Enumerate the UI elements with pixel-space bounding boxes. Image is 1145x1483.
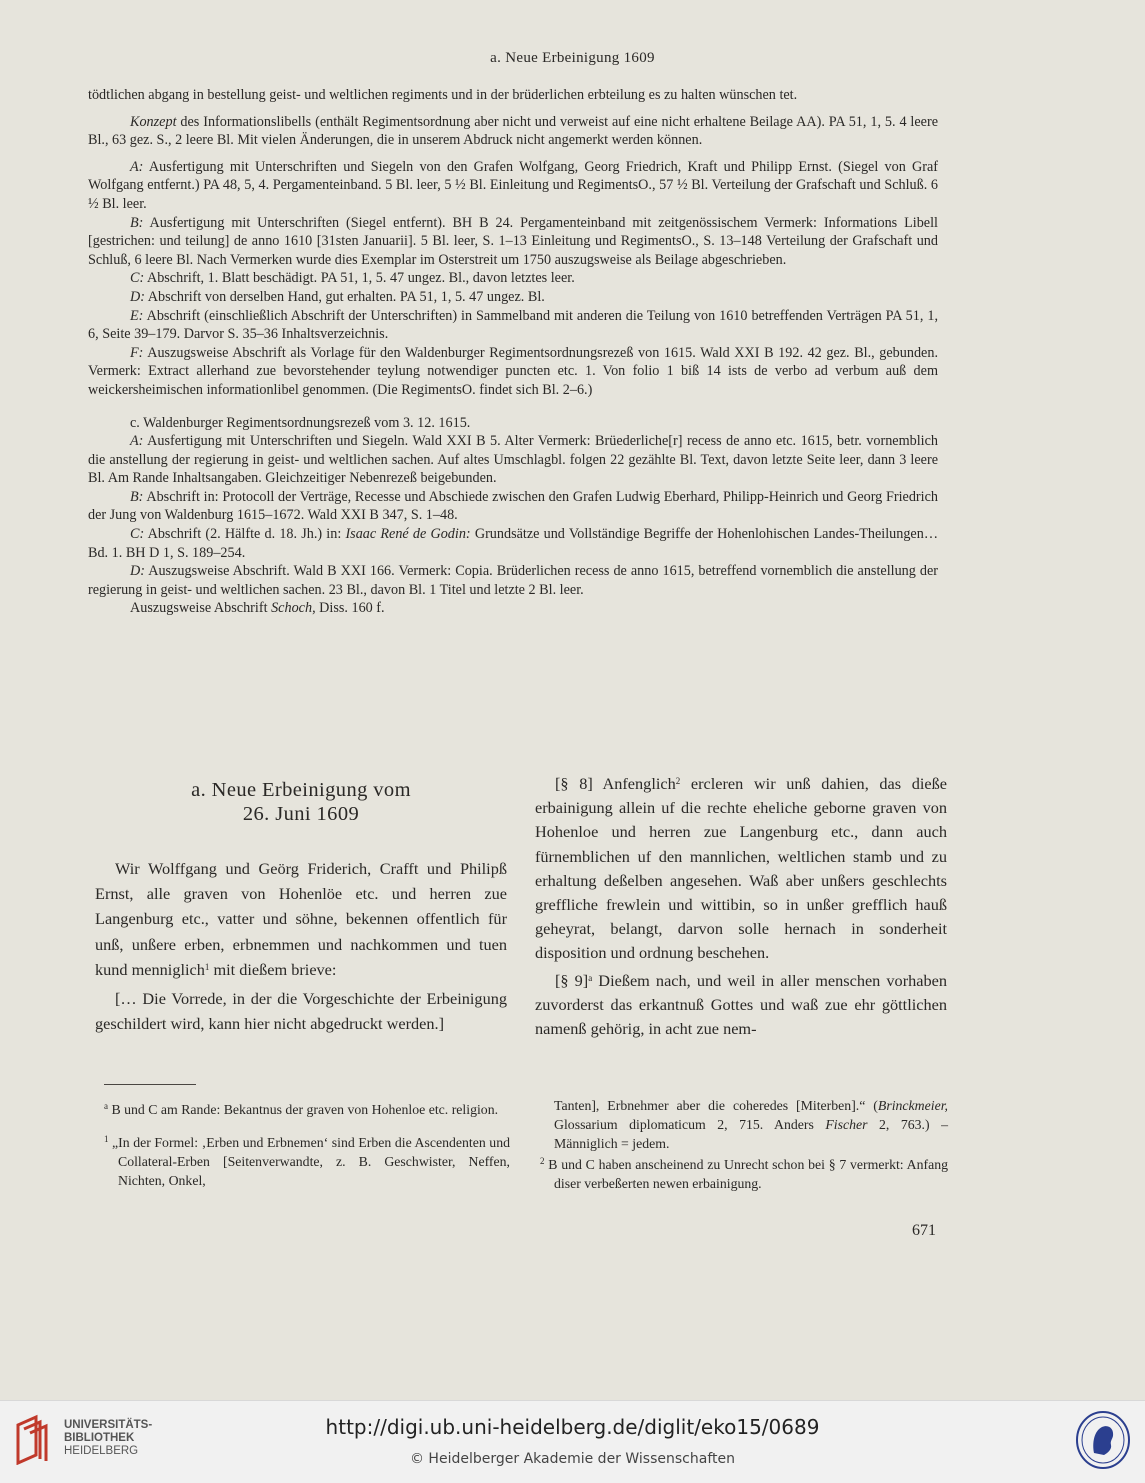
running-head: a. Neue Erbeinigung 1609 — [490, 50, 655, 66]
footnote-text: „In der Formel: ‚Erben und Erbnemen‘ sind Erben die Ascendenten und Collateral-Erben [Seitenverwandte, z. B. Geschwister, Neffen, Nichten, Onkel, — [108, 1135, 510, 1188]
footnote — [104, 1133, 510, 1190]
section-mark: [§ 8] Anfenglich — [555, 774, 676, 793]
footnotes-left — [104, 1100, 510, 1190]
footnote-continuation — [540, 1096, 948, 1153]
footnote-text: B und C haben anscheinend zu Unrecht schon bei § 7 vermerkt: Anfang diser verbeßerten newen erbainigung. — [544, 1157, 948, 1191]
source-label: C: — [130, 526, 145, 543]
apparatus-paragraph — [88, 214, 938, 270]
footnote-mark: 1 — [104, 1134, 109, 1144]
apparatus-paragraph — [88, 158, 938, 214]
footnote-text: Tanten], Erbnehmer aber die coheredes [Miterben].“ ( — [554, 1098, 878, 1113]
body-paragraph: [… Die Vorrede, in der die Vorgeschichte der Erbeinigung geschildert wird, kann hier nicht abgedruckt werden.] — [95, 989, 507, 1034]
source-label: Konzept — [130, 113, 177, 130]
permalink-url[interactable]: http://digi.ub.uni-heidelberg.de/diglit/eko15/0689 — [325, 1415, 820, 1439]
library-name-line: UNIVERSITÄTS- — [64, 1419, 153, 1431]
author-name: Schoch — [271, 600, 313, 617]
source-text: Abschrift, 1. Blatt beschädigt. PA 51, 1, 5. 47 ungez. Bl., davon letztes leer. — [144, 270, 575, 287]
body-text: ercleren wir unß dahien, das dieße erbainigung allein uf die rechte eheliche geborne graven von Hohenloe und herren zue Langenburg etc., dann auch fürnemblichen uf den mannlichen, weltlichen stamb und zu erhaltung deßelben angesehen. Waß aber unßers geschlechts greffliche frewlein und wittibin, so in unßer grefflich hauß geheyrat, belangt, darvon solle hernach in sonderheit disposition und ordnung beschehen. — [535, 774, 947, 963]
footnotes-right — [540, 1096, 948, 1193]
apparatus-paragraph: tödtlichen abgang in bestellung geist- und weltlichen regiments und in der brüderlichen erbteilung es zu halten wünschen tet. — [88, 87, 798, 103]
title-line: a. Neue Erbeinigung vom — [191, 779, 411, 801]
body-text: Dießem nach, und weil in aller menschen vorhaben zuvorderst das erkantnuß Gottes und waß zue ehr göttlichen namenß gehörig, in acht zue nem- — [535, 970, 947, 1039]
body-paragraph — [95, 856, 507, 982]
apparatus-paragraph — [88, 344, 938, 400]
apparatus-section — [88, 86, 938, 618]
footnote-text: 2, 763.) – Männiglich = jedem. — [554, 1117, 948, 1151]
body-paragraph — [535, 772, 947, 966]
apparatus-paragraph — [88, 599, 938, 618]
source-text: Abschrift von derselben Hand, gut erhalten. PA 51, 1, 5. 47 ungez. Bl. — [144, 288, 545, 305]
footnote-mark: a — [104, 1101, 108, 1111]
body-text: Wir Wolffgang und Geörg Friderich, Crafft und Philipß Ernst, alle graven von Hohenlöe etc. und herren zue Langenburg etc., vatter und söhne, bekennen offentlich für unß, unßere erben, erbnemmen und nachkommen und tuen kund menniglich — [95, 859, 507, 979]
left-column — [95, 778, 507, 1036]
document-title — [95, 778, 507, 826]
body-text: mit dießem brieve: — [209, 959, 337, 979]
copyright-notice: © Heidelberger Akademie der Wissenschaften — [409, 1451, 735, 1467]
source-text: Abschrift in: Protocoll der Verträge, Recesse und Abschiede zwischen den Grafen Ludwig Eberhard, Philipp-Heinrich und Georg Friedrich der Jung von Waldenburg 1615–1672. Wald XXI B 347, S. 1–48. — [88, 488, 938, 524]
author-name: Brinckmeier, — [877, 1098, 948, 1113]
apparatus-paragraph — [88, 269, 938, 288]
source-label: F: — [130, 344, 144, 361]
apparatus-paragraph — [88, 307, 938, 344]
footnote-text: Glossarium diplomaticum 2, 715. Anders — [554, 1117, 826, 1132]
source-text: Abschrift (2. Hälfte d. 18. Jh.) in: — [144, 526, 346, 543]
section-heading: c. Waldenburger Regimentsordnungsrezeß vom 3. 12. 1615. — [130, 414, 471, 431]
title-line: 26. Juni 1609 — [242, 803, 360, 825]
page-number: 671 — [912, 1222, 936, 1239]
apparatus-paragraph — [88, 525, 938, 562]
source-text: Abschrift (einschließlich Abschrift der Unterschriften) in Sammelband mit anderen die Teilung von 1610 betreffenden Verträgen PA 51, 1, 6, Seite 39–179. Darvor S. 35–36 Inhaltsverzeichnis. — [88, 307, 938, 343]
apparatus-paragraph — [88, 113, 938, 150]
source-label: E: — [130, 307, 144, 324]
source-label: A: — [130, 158, 144, 175]
apparatus-paragraph — [88, 432, 938, 488]
library-name-line: HEIDELBERG — [64, 1445, 139, 1457]
footnote-ref[interactable]: 2 — [675, 776, 681, 786]
apparatus-paragraph — [88, 562, 938, 599]
library-name-line: BIBLIOTHEK — [64, 1432, 135, 1444]
source-text: Grundsätze und Vollständige Begriffe der Hohenlohischen Landes-Theilungen… Bd. 1. BH D 1, S. 189–254. — [88, 526, 939, 561]
source-label: D: — [130, 563, 145, 580]
viewer-footer — [0, 1400, 1145, 1483]
author-name: Isaac René de Godin: — [345, 526, 471, 543]
source-text: Ausfertigung mit Unterschriften und Siegeln von den Grafen Wolfgang, Georg Friedrich, Kraft und Philipp Ernst. (Siegel von Graf Wolfgang entfernt.) PA 48, 5, 4. Pergamenteinband. 5 Bl. leer, 5 ½ Bl. Einleitung und RegimentsO., 57 ½ Bl. Verteilung der Grafschaft und Schluß. 6 ½ Bl. leer. — [88, 158, 938, 212]
source-label: A: — [130, 433, 144, 450]
right-column — [535, 772, 947, 1041]
source-text: Auszugsweise Abschrift. Wald B XXI 166. Vermerk: Copia. Brüderlichen recess de anno 1615, betreffend vornemblich die anstellung der regierung in geist- und weltlichen sachen. 23 Bl., davon Bl. 1 Titel und letzte 2 Bl. leer. — [88, 563, 938, 598]
footnote-rule — [104, 1084, 196, 1085]
source-label: D: — [130, 288, 145, 305]
body-paragraph — [535, 969, 947, 1042]
footnote-text: B und C am Rande: Bekantnus der graven von Hohenloe etc. religion. — [108, 1102, 499, 1117]
source-label: C: — [130, 270, 145, 287]
source-text: Auszugsweise Abschrift — [130, 600, 272, 617]
source-label: B: — [130, 214, 144, 231]
apparatus-paragraph — [88, 288, 938, 307]
footnote — [104, 1100, 510, 1119]
academy-seal-icon[interactable] — [1074, 1409, 1132, 1471]
source-text: Ausfertigung mit Unterschriften (Siegel entfernt). BH B 24. Pergamenteinband mit zeitgenössischem Vermerk: Informations Libell [gestrichen: und teilung] de anno 1610 [31sten Januarii]. 5 Bl. leer, S. 1–13 Einleitung und RegimentsO., S. 13–148 Verteilung der Grafschaft und Schluß, 6 leere Bl. Nach Vermerken wurde dies Exemplar im Osterstreit um 1750 auszugsweise als Beilage abgeschrieben. — [88, 214, 938, 268]
source-text: des Informationslibells (enthält Regimentsordnung aber nicht und verweist auf eine nicht erhaltene Beilage AA). PA 51, 1, 5. 4 leere Bl., 63 gez. S., 2 leere Bl. Mit vielen Änderungen, die in unserem Abdruck nicht angemerkt werden können. — [88, 113, 938, 149]
author-name: Fischer — [825, 1117, 868, 1132]
footnote-mark: 2 — [540, 1156, 545, 1166]
source-text: Auszugsweise Abschrift als Vorlage für den Waldenburger Regimentsordnungsrezeß von 1615. Wald XXI B 192. 42 gez. Bl., gebunden. Vermerk: Extract allerhand zue bevorstehender teylung notwendiger puncten etc. 1. Von folio 1 biß 14 ists de verbo ad verbum auß dem weickersheimischen informationlibel genommen. (Die RegimentsO. findet sich Bl. 2–6.) — [88, 344, 938, 398]
source-text: , Diss. 160 f. — [312, 600, 385, 617]
source-text: Ausfertigung mit Unterschriften und Siegeln. Wald XXI B 5. Alter Vermerk: Brüederliche[r] recess de anno etc. 1615, betr. vornemblich die anstellung der regierung in geist- und weltlichen sachen. Auf altes Umschlagbl. folgen 22 gezählte Bl. Text, davon letzte Seite leer, dann 3 leere Bl. Am Rande Inhaltsangaben. Gleichzeitiger Nebenrezeß beigebunden. — [88, 433, 938, 487]
footnote — [540, 1155, 948, 1193]
apparatus-paragraph — [88, 488, 938, 525]
source-label: B: — [130, 488, 144, 505]
footnote-ref[interactable]: 1 — [204, 961, 210, 972]
section-mark: [§ 9] — [555, 970, 589, 990]
footnote-ref[interactable]: a — [588, 972, 593, 983]
